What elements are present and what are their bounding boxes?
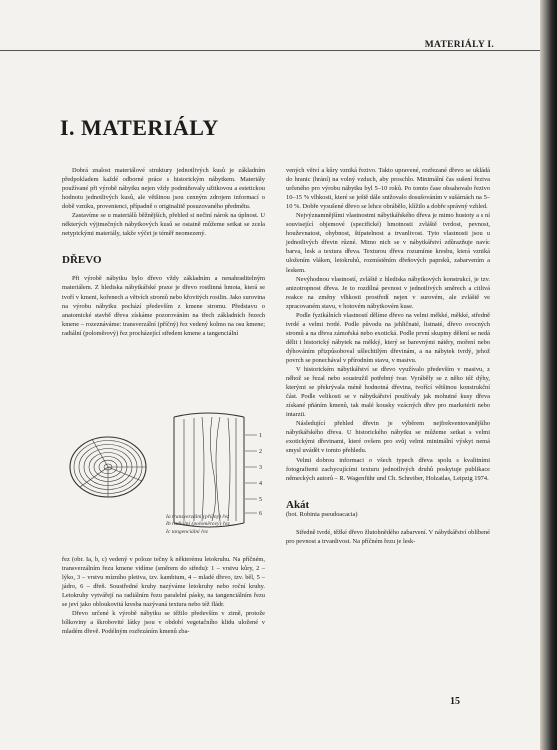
book-spine-edge: [540, 0, 557, 750]
akat-botanical-name: (bot. Robinia pseudoacacia): [286, 510, 358, 518]
label-4: 4: [259, 481, 262, 487]
right-paragraph-1: vených větví a kůry vzniká řezivo. Takto upravené, rozřezané dřevo se ukládá do hranic (hrání) na volný vzduch, aby proschlo. Minimální čas sušení řeziva určeného pro výrobu nábytku byl 5–10 roků. Po tomto čase obsahovalo řezivo 10–15 % vlhkosti, které se ještě dále snižovalo dosušováním v sušárnách na 5–10 %. Dobře vysušené dřevo se lehce obrábělo, klížilo a dobře správný vzhled.: [286, 167, 490, 211]
header-rule: [0, 50, 540, 51]
right-paragraph-4: Podle fyzikálních vlastností dělíme dřevo na velmi měkké, měkké, středně tvrdé a velmi tvrdé. Podle původu na jehličnaté, listnaté, dřevo ovocných stromů a na dřeva zámořská nebo exotická. Podle první skupiny dělení se nedá dělit i historický nábytek na měkký, který se barevnými nátěry, moření nebo dýhováním přizpůsoboval ušlechtilým dřevinám, a na nábytek tvrdý, jehož povrch se ponechával v přírodním stavu, v masivu.: [286, 311, 490, 364]
label-3: 3: [259, 465, 262, 471]
section-heading-akat: Akát: [286, 498, 310, 511]
right-paragraph-7: Velmi dobrou informaci o všech typech dřeva spolu s kvalitními fotografiemi zachycujícími texturu jednotlivých druhů poskytuje publikace německých autorů – R. Wagenführ und Ch. Schreiber, Holzatlas, Leipzig 1974.: [286, 456, 490, 482]
right-paragraph-3: Nevýhodnou vlastností, zvláště z hlediska nábytkových konstrukcí, je tzv. anizotropnost dřeva. Je to rozdílná pevnost v jednotlivých směrech a citlivá reakce na změny vlhkosti prostředí nejen v surovém, ale zvláště ve zpracovaném stavu, v hotovém nábytkovém kuse.: [286, 275, 490, 310]
section-heading-drevo: DŘEVO: [62, 254, 102, 267]
figure-caption: [166, 514, 230, 536]
label-2: 2: [259, 449, 262, 455]
chapter-title: I. MATERIÁLY: [60, 115, 219, 140]
intro-paragraph-1: Dobrá znalost materiálové struktury jednotlivých kusů je základním předpokladem každé odborné práce s historickým nábytkem. Materiály používané při výrobě nábytku nejen vždy podmiňovaly užitkovou a estetickou hodnotu jednotlivých kusů, ale většinou jsou cenným zdrojem informací o době vzniku, provenienci, případně o originalitě posuzovaného předmětu.: [62, 167, 265, 211]
caption-ic: Ic tangenciální řez: [166, 528, 208, 535]
drevo-paragraph-2: řez (obr. Ia, b, c) vedený v poloze tečny k některému letokruhu. Na příčném, transverzálním řezu kmene vidíme (směrem do středu): 1 – vrstvu kůry, 2 – lýko, 3 – vrstvu mízního pletiva, tzv. kambium, 4 – mladé dřevo, tzv. běl, 5 – jádro, 6 – dřeň. Soustředné kruhy nazýváme letokruhy nebo roční kruhy. Letokruhy vytvářejí na radiálním řezu paralelní pásky, na tangenciálním řezu se jeví jako obloukovitá kresba nazývaná textura nebo též fládr.: [62, 556, 265, 609]
label-1: 1: [259, 433, 262, 439]
right-paragraph-5: V historickém nábytkářství se dřevo využívalo především v masivu, z něhož se řezal nebo soustružil potřebný tvar. Vyráběly se z něho též dýhy, kterými se překrývala méně hodnotná dřevina, tvořící většinou konstrukční část. Podle velikosti se v nábytkářství používaly jak mohutné kusy dřeva získané pňáním kmenů, tak malé kousky vzácných dřev pro marketérii nebo intarzii.: [286, 366, 490, 419]
label-5: 5: [259, 497, 262, 503]
caption-ib: Ib radiální (poloměrový) řez: [166, 521, 230, 528]
running-head: MATERIÁLY I.: [424, 40, 494, 50]
label-6: 6: [259, 511, 262, 517]
caption-ia: Ia transverzální (příčný) řez: [166, 514, 230, 520]
drevo-paragraph-3: Dřevo určené k výrobě nábytku se těžilo především v zimě, protože bílkoviny a škrobovité látky jsou v období vegetačního klidu uložené v mladém dřevě. Podélným rozřezáním kmenů zba-: [62, 610, 265, 636]
left-column: [62, 166, 265, 338]
page-number: 15: [450, 696, 460, 707]
wood-section-illustration: [62, 405, 267, 553]
right-paragraph-2: Nejvýznamnějšími vlastnostmi nábytkářského dřeva je mimo hustoty a s ní související objemové (specifické) hmotnosti zvláště tvrdost, pevnost, houževnatost, ohybnost, štípatelnost a trvanlivost. Tyto vlastnosti jsou u jednotlivých dřevin různé. Mimo nich se v nábytkářství zdůrazňuje navíc barva, lesk a textura dřeva. Texturou dřeva rozumíme kresbu, která vzniká uložením vláken, letokruhů, rozmístěním dřeňových paprsků, zabarvením a leskem.: [286, 212, 490, 274]
drevo-paragraph-1: Při výrobě nábytku bylo dřevo vždy základním a nenahraditelným materiálem. Z hlediska nábytkářské praxe je dřevo rostlinná hmota, která se tvoří v kmeni, kořenech a větvích stromů nebo křovitých rostlin. Jako surovina na výrobu nábytku pochází především z kmene stromu. Představu o anatomické stavbě dřeva získáme pozorováním na třech základních řezech kmene – rozeznáváme: transverzální (příčný) řez vedený kolmo na osu kmene; radiální (poloměrový) řez procházející středem kmene a tangenciální: [62, 275, 265, 337]
right-paragraph-6: Následující přehled dřevin je výběrem nejfrekventovanějšího nábytkářského dřeva. U historického nábytku se můžeme setkat s velmi exotickými dřevinami, které ovšem pro svůj velmi minimální výskyt nemá smysl uvádět v tomto přehledu.: [286, 420, 490, 455]
left-column-continued: [62, 555, 265, 636]
intro-paragraph-2: Zastavíme se u materiálů běžnějších, přehled si nečiní nárok na úplnost. U některých výjimečných nábytkových kusů se ostatně můžeme setkat se zcela netypickými materiály, takže výčet je téměř neomezený.: [62, 212, 265, 238]
akat-paragraph: Středně tvrdé, těžké dřevo žlutohnědého zabarvení. V nábytkářství oblíbené pro pevnost a trvanlivost. Na příčném řezu je lesk-: [286, 528, 490, 545]
right-column: [286, 166, 490, 546]
wood-cross-section-figure: [62, 405, 267, 553]
